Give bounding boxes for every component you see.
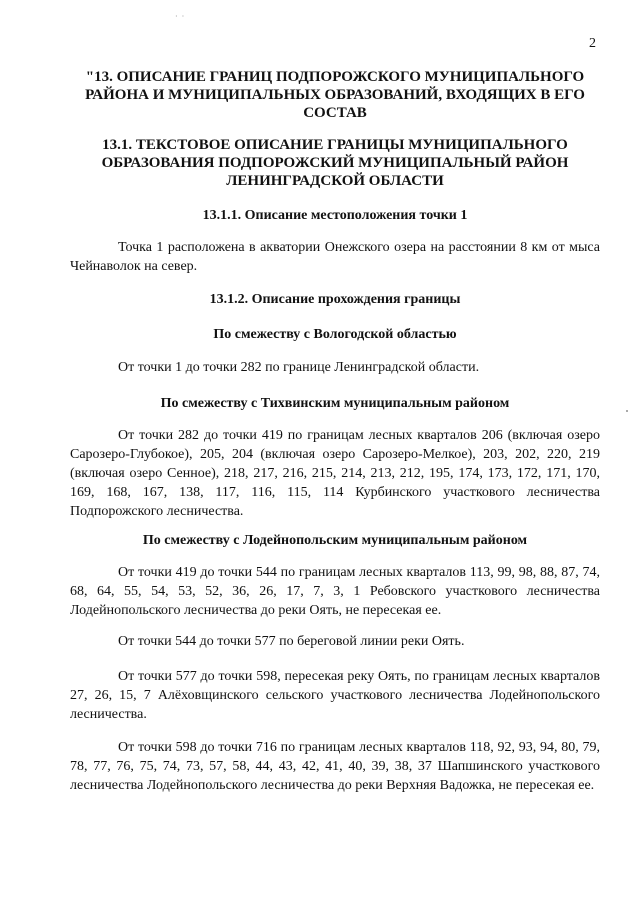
paragraph-lodeynoe-1: От точки 419 до точки 544 по границам лесных кварталов 113, 99, 98, 88, 87, 74, 68, 64, 55, 54, 53, 52, 36, 26, 17, 7, 3, 1 Ребовского участкового лесничества Лодейнопольского лесничества до реки Оять, не пересекая ее. — [70, 565, 600, 618]
paragraph-lodeynoe-4: От точки 598 до точки 716 по границам лесных кварталов 118, 92, 93, 94, 80, 79, 78, 77, 76, 75, 74, 73, 57, 58, 44, 43, 42, 41, 40, 39, 38, 37 Шапшинского участкового лесничества Лодейнопольского лесничества до реки Верхняя Вадожка, не пересекая ее. — [70, 740, 600, 793]
heading-point-location: 13.1.1. Описание местоположения точки 1 — [202, 208, 468, 223]
heading-lodeynoe-pole: По смежеству с Лодейнопольским муниципальным районом — [142, 533, 528, 548]
heading-border-description: 13.1.2. Описание прохождения границы — [209, 292, 461, 307]
paragraph-vologda: От точки 1 до точки 282 по границе Ленинградской области. — [118, 360, 480, 375]
scan-artifact-dot — [626, 410, 628, 412]
heading-vologda: По смежеству с Вологодской областью — [213, 327, 457, 342]
page-number: 2 — [589, 36, 596, 51]
subsection-title: 13.1. ТЕКСТОВОЕ ОПИСАНИЕ ГРАНИЦЫ МУНИЦИПАЛЬНОГО ОБРАЗОВАНИЯ ПОДПОРОЖСКИЙ МУНИЦИПАЛЬНЫЙ РАЙОН ЛЕНИНГРАДСКОЙ ОБЛАСТИ — [101, 137, 569, 189]
paragraph-lodeynoe-2: От точки 544 до точки 577 по береговой линии реки Оять. — [118, 634, 465, 649]
paragraph-point-location: Точка 1 расположена в акватории Онежского озера на расстоянии 8 км от мыса Чейнаволок на север. — [70, 240, 600, 274]
scan-artifact: · · — [175, 12, 185, 21]
heading-tikhvin: По смежеству с Тихвинским муниципальным районом — [160, 396, 510, 411]
section-title: "13. ОПИСАНИЕ ГРАНИЦ ПОДПОРОЖСКОГО МУНИЦИПАЛЬНОГО РАЙОНА И МУНИЦИПАЛЬНЫХ ОБРАЗОВАНИЙ, ВХОДЯЩИХ В ЕГО СОСТАВ — [85, 69, 585, 121]
paragraph-tikhvin: От точки 282 до точки 419 по границам лесных кварталов 206 (включая озеро Сарозеро-Глубокое), 205, 204 (включая озеро Сарозеро-Мелкое), 203, 202, 220, 219 (включая озеро Сенное), 218, 217, 216, 215, 214, 213, 212, 195, 174, 173, 172, 171, 170, 169, 168, 167, 138, 117, 116, 115, 114 Курбинского участкового лесничества Подпорожского лесничества. — [70, 428, 600, 519]
paragraph-lodeynoe-3: От точки 577 до точки 598, пересекая реку Оять, по границам лесных кварталов 27, 26, 15, 7 Алёховщинского сельского участкового лесничества Лодейнопольского лесничества. — [70, 669, 600, 722]
